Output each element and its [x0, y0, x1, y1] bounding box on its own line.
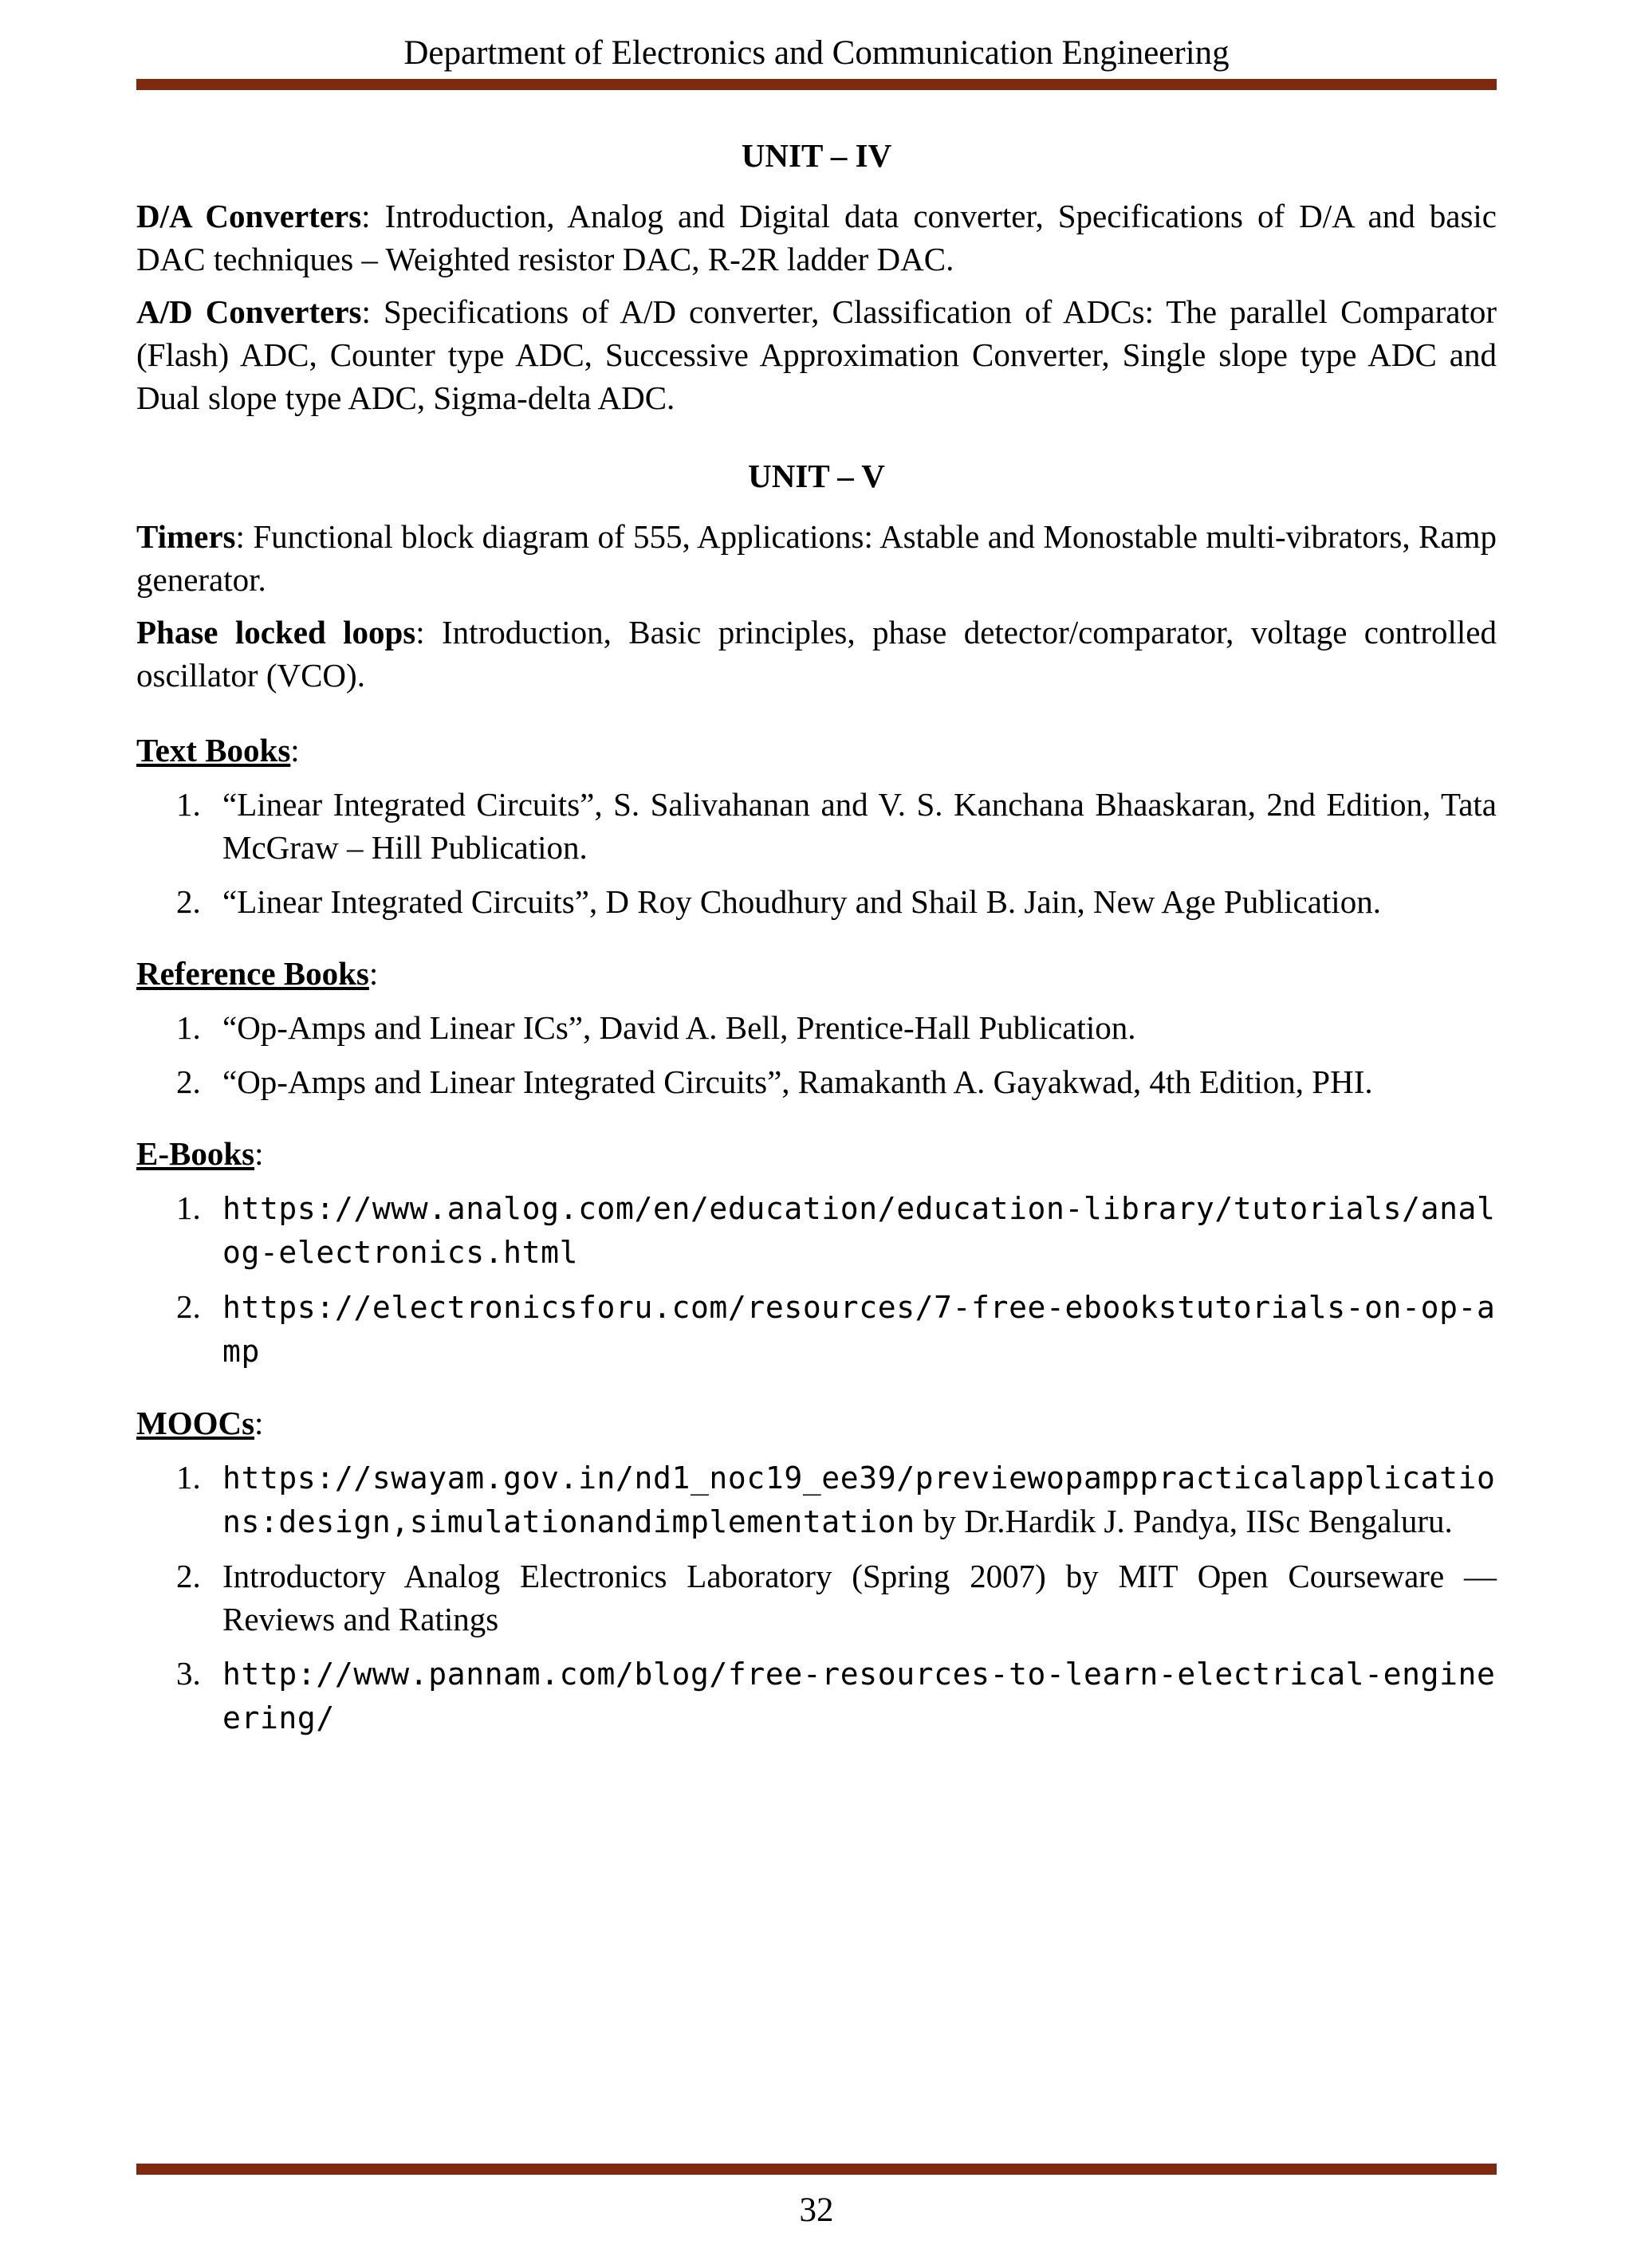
ad-converters-paragraph [136, 290, 1497, 419]
page-header: Department of Electronics and Communication Engineering [403, 34, 1230, 72]
list-item-number: 1. [176, 1189, 201, 1226]
mooc-link[interactable]: https://swayam.gov.in/nd1_noc19_ee39/previewopamppracticalapplications:design,simulationandimplementation [222, 1460, 1496, 1539]
list-item [136, 880, 1497, 923]
pll-text: : Introduction, Basic principles, phase detector/comparator, voltage controlled oscillator (VCO). [136, 614, 1497, 694]
list-item-number: 2. [176, 1063, 201, 1100]
text-books-heading: Text Books: [136, 732, 300, 768]
ad-converters-text: : Specifications of A/D converter, Classification of ADCs: The parallel Comparator (Flash) ADC, Counter type ADC, Successive Approximation Converter, Single slope type ADC and Dual slope type ADC, Sigma-delta ADC. [136, 293, 1497, 416]
list-item-number: 1. [176, 1459, 201, 1496]
page-content [136, 134, 1497, 1739]
list-item-number: 2. [176, 1558, 201, 1594]
mooc-description: Introductory Analog Electronics Laboratory (Spring 2007) by MIT Open Courseware — Reviews and Ratings [222, 1558, 1497, 1637]
da-converters-text: : Introduction, Analog and Digital data converter, Specifications of D/A and basic DAC techniques – Weighted resistor DAC, R-2R ladder DAC. [136, 198, 1497, 277]
text-books-list [136, 783, 1497, 923]
list-item [136, 1186, 1497, 1274]
da-converters-paragraph [136, 195, 1497, 281]
list-item-number: 2. [176, 883, 201, 920]
list-item-number: 2. [176, 1288, 201, 1325]
unit-4-title: UNIT – IV [741, 137, 892, 174]
list-item [136, 783, 1497, 869]
list-item [136, 1652, 1497, 1739]
list-item [136, 1555, 1497, 1641]
header-rule [136, 79, 1497, 90]
page-number: 32 [799, 2191, 834, 2229]
list-item [136, 1456, 1497, 1543]
timers-text: : Functional block diagram of 555, Applications: Astable and Monostable multi-vibrators, Ramp generator. [136, 518, 1497, 598]
book-citation: “Op-Amps and Linear ICs”, David A. Bell, Prentice-Hall Publication. [222, 1009, 1136, 1046]
da-converters-term: D/A Converters [136, 198, 362, 234]
ebooks-heading: E-Books: [136, 1135, 264, 1172]
list-item-number: 3. [176, 1655, 201, 1692]
text-books-title: Text Books [136, 732, 291, 768]
list-item [136, 1006, 1497, 1049]
timers-paragraph [136, 515, 1497, 601]
list-item [136, 1285, 1497, 1373]
moocs-title: MOOCs [136, 1405, 255, 1441]
list-item [136, 1060, 1497, 1103]
reference-books-title: Reference Books [136, 955, 369, 992]
ad-converters-term: A/D Converters [136, 293, 362, 330]
list-item-number: 1. [176, 786, 201, 823]
pll-paragraph [136, 611, 1497, 697]
reference-books-heading: Reference Books: [136, 955, 379, 992]
ebook-link[interactable]: https://electronicsforu.com/resources/7-free-ebookstutorials-on-op-amp [222, 1290, 1496, 1369]
pll-term: Phase locked loops [136, 614, 416, 651]
book-citation: “Linear Integrated Circuits”, D Roy Choudhury and Shail B. Jain, New Age Publication. [222, 883, 1381, 920]
list-item-number: 1. [176, 1009, 201, 1046]
book-citation: “Op-Amps and Linear Integrated Circuits”, Ramakanth A. Gayakwad, 4th Edition, PHI. [222, 1063, 1373, 1100]
unit-5-title: UNIT – V [748, 458, 885, 494]
ebooks-title: E-Books [136, 1135, 255, 1172]
reference-books-list [136, 1006, 1497, 1103]
book-citation: “Linear Integrated Circuits”, S. Salivahanan and V. S. Kanchana Bhaaskaran, 2nd Edition, Tata McGraw – Hill Publication. [222, 786, 1497, 866]
moocs-heading: MOOCs: [136, 1405, 264, 1441]
footer-rule [136, 2164, 1497, 2175]
mooc-link[interactable]: http://www.pannam.com/blog/free-resources-to-learn-electrical-engineering/ [222, 1657, 1496, 1735]
ebooks-list [136, 1186, 1497, 1373]
timers-term: Timers [136, 518, 236, 555]
mooc-provider: by Dr.Hardik J. Pandya, IISc Bengaluru. [915, 1503, 1453, 1539]
moocs-list [136, 1456, 1497, 1739]
ebook-link[interactable]: https://www.analog.com/en/education/education-library/tutorials/analog-electronics.html [222, 1191, 1496, 1270]
